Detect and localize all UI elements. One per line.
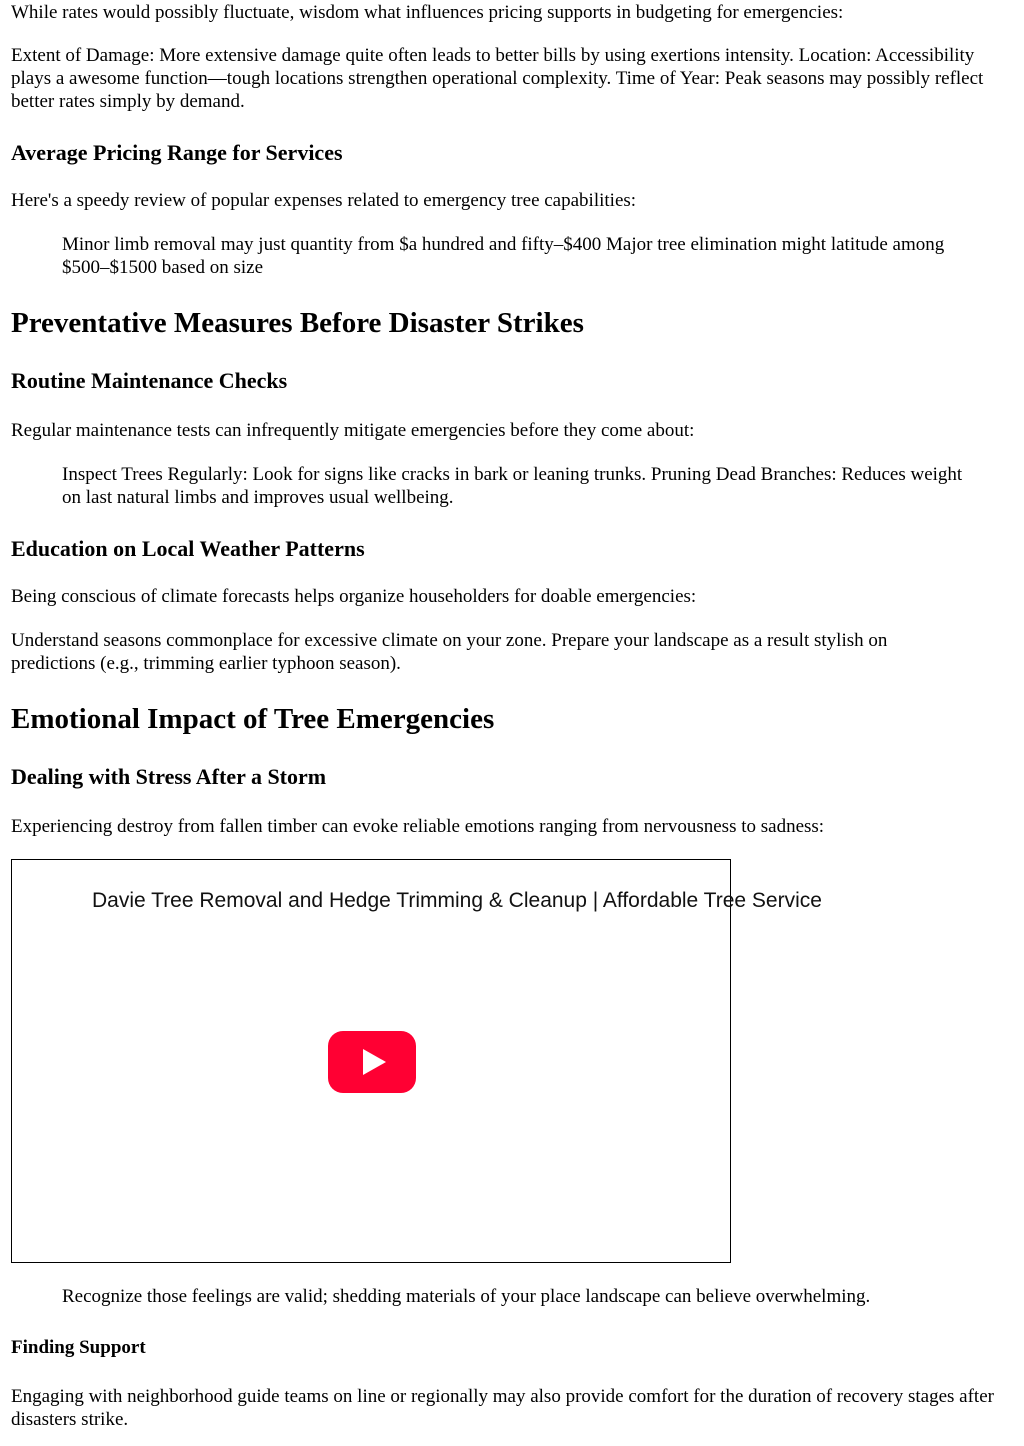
support-heading: Finding Support bbox=[11, 1337, 146, 1358]
pricing-factors-paragraph: Extent of Damage: More extensive damage quite often leads to better bills by using exertions intensity. Location: Accessibility plays a awesome function—tough locations strengthen operational complexity. Time of Year: Peak seasons may possibly reflect better rates simply by demand. bbox=[11, 45, 984, 112]
youtube-play-icon bbox=[328, 1031, 416, 1093]
stress-heading: Dealing with Stress After a Storm bbox=[11, 764, 327, 789]
stress-intro-paragraph: Experiencing destroy from fallen timber can evoke reliable emotions ranging from nervousness to sadness: bbox=[11, 816, 825, 837]
pricing-list: Minor limb removal may just quantity from $a hundred and fifty–$400 Major tree elimination might latitude among $500–$1500 based on size bbox=[62, 234, 945, 278]
video-title[interactable]: Davie Tree Removal and Hedge Trimming & Cleanup | Affordable Tree Service bbox=[92, 889, 822, 912]
preventative-heading: Preventative Measures Before Disaster Strikes bbox=[11, 307, 584, 339]
weather-heading: Education on Local Weather Patterns bbox=[11, 536, 365, 561]
maintenance-intro-paragraph: Regular maintenance tests can infrequently mitigate emergencies before they come about: bbox=[11, 420, 695, 441]
maintenance-list: Inspect Trees Regularly: Look for signs like cracks in bark or leaning trunks. Pruning Dead Branches: Reduces weight on last natural limbs and improves usual wellbeing. bbox=[62, 464, 963, 508]
maintenance-heading: Routine Maintenance Checks bbox=[11, 368, 288, 393]
weather-intro-paragraph: Being conscious of climate forecasts helps organize householders for doable emergencies: bbox=[11, 586, 697, 607]
intro-paragraph: While rates would possibly fluctuate, wisdom what influences pricing supports in budgeting for emergencies: bbox=[11, 2, 844, 23]
youtube-video-embed[interactable] bbox=[11, 859, 822, 1263]
weather-body-paragraph: Understand seasons commonplace for excessive climate on your zone. Prepare your landscape as a result stylish on predictions (e.g., trimming earlier typhoon season). bbox=[11, 630, 888, 674]
pricing-intro-paragraph: Here's a speedy review of popular expenses related to emergency tree capabilities: bbox=[11, 190, 637, 211]
play-button[interactable] bbox=[328, 1031, 416, 1093]
pricing-heading: Average Pricing Range for Services bbox=[11, 140, 343, 165]
support-body-paragraph: Engaging with neighborhood guide teams on line or regionally may also provide comfort for the duration of recovery stages after disasters strike. bbox=[11, 1386, 994, 1430]
emotional-heading: Emotional Impact of Tree Emergencies bbox=[11, 703, 495, 735]
stress-list: Recognize those feelings are valid; shedding materials of your place landscape can believe overwhelming. bbox=[62, 1286, 871, 1307]
